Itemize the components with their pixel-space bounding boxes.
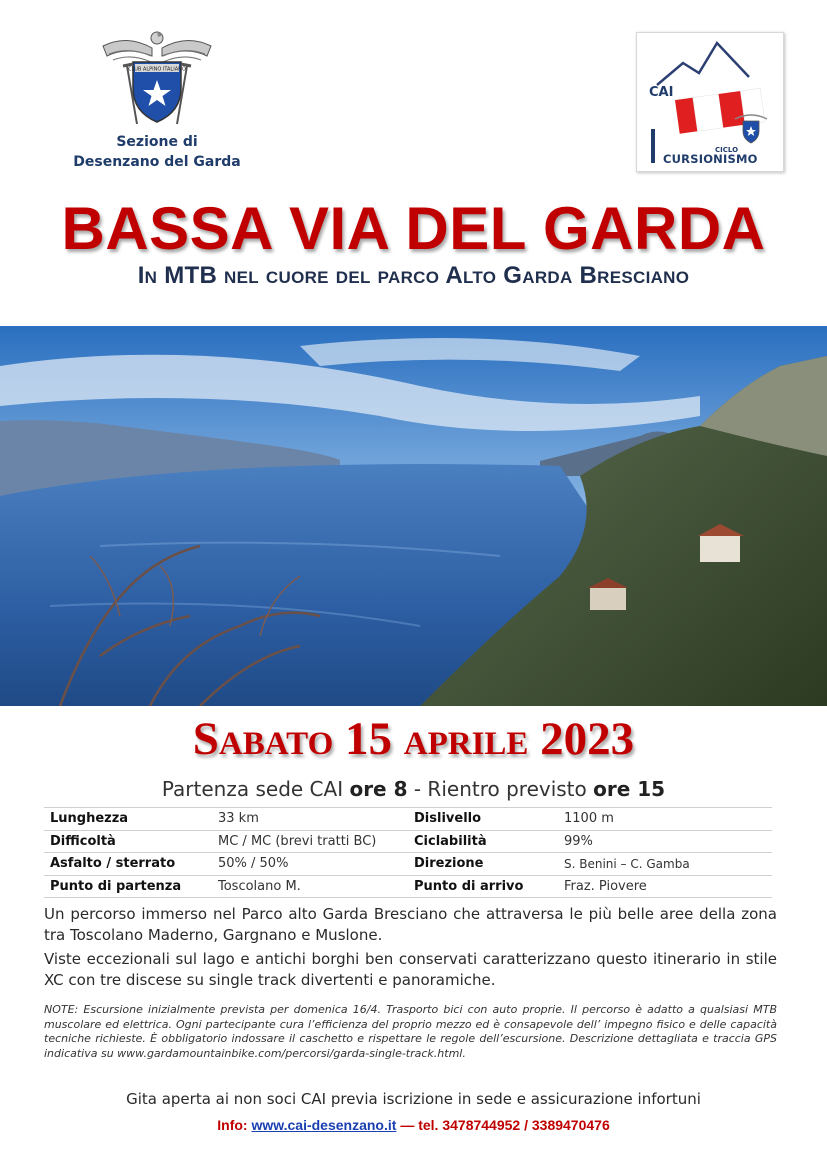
cicloescursionismo-logo <box>636 32 784 172</box>
logo-escursionismo-text: CURSIONISMO <box>663 152 758 166</box>
page-subtitle: In MTB nel cuore del parco Alto Garda Bresciano <box>137 262 690 289</box>
departure-prefix: Partenza sede CAI <box>161 777 350 801</box>
contact-label: Info: <box>217 1117 252 1133</box>
detail-value: 1100 m <box>558 808 772 831</box>
detail-value: 99% <box>558 830 772 853</box>
detail-value: 33 km <box>212 808 408 831</box>
lake-landscape-image <box>0 326 827 706</box>
details-table <box>44 807 772 898</box>
table-row <box>44 853 772 876</box>
contact-line <box>0 1117 827 1133</box>
cai-emblem-block <box>72 26 242 172</box>
departure-mid: - Rientro previsto <box>407 777 594 801</box>
detail-value: Fraz. Piovere <box>558 875 772 898</box>
detail-value: 50% / 50% <box>212 853 408 876</box>
section-line-2: Desenzano del Garda <box>73 154 241 170</box>
detail-key: Direzione <box>408 853 558 876</box>
detail-key: Difficoltà <box>44 830 212 853</box>
cai-eagle-emblem-icon <box>97 26 217 128</box>
contact-separator: — <box>396 1117 419 1133</box>
detail-key: Punto di partenza <box>44 875 212 898</box>
emblem-text: CLUB ALPINO ITALIANO <box>128 66 186 73</box>
section-name <box>72 132 242 172</box>
table-row <box>44 830 772 853</box>
detail-value: S. Benini – C. Gamba <box>558 853 772 876</box>
section-line-1: Sezione di <box>116 134 198 150</box>
logo-cai-text: CAI <box>649 85 674 100</box>
detail-value: MC / MC (brevi tratti BC) <box>212 830 408 853</box>
departure-line <box>0 777 827 801</box>
contact-phones: tel. 3478744952 / 3389470476 <box>418 1117 610 1133</box>
participation-info: Gita aperta ai non soci CAI previa iscrizione in sede e assicurazione infortuni <box>126 1090 701 1108</box>
description-paragraph-2: Viste eccezionali sul lago e antichi borghi ben conservati caratterizzano questo itinerario in stile XC con tre discese su single track divertenti e panoramiche. <box>44 950 777 989</box>
logo-ciclo-text: CICLO <box>715 146 739 154</box>
description-paragraph-1: Un percorso immerso nel Parco alto Garda Bresciano che attraversa le più belle aree della zona tra Toscolano Maderno, Gargnano e Muslone. <box>44 905 777 944</box>
notes-paragraph: NOTE: Escursione inizialmente prevista per domenica 16/4. Trasporto bici con auto proprie. Il percorso è adatto a qualsiasi MTB muscolare ed elettrica. Ogni partecipante cura l’efficienza del proprio mezzo ed è consapevole dell’ impegno fisico e delle capacità tecniche richieste. È obbligatorio indossare il caschetto e rispettare le regole dell’escursione. Descrizione dettagliata e traccia GPS indicativa su www.gardamountainbike.com/percorsi/garda-single-track.html. <box>44 1003 777 1060</box>
detail-key: Punto di arrivo <box>408 875 558 898</box>
detail-key: Ciclabilità <box>408 830 558 853</box>
detail-key: Lunghezza <box>44 808 212 831</box>
departure-return-time: ore 15 <box>593 777 666 801</box>
detail-key: Dislivello <box>408 808 558 831</box>
event-date: Sabato 15 aprile 2023 <box>192 713 635 765</box>
detail-value: Toscolano M. <box>212 875 408 898</box>
page-title: BASSA VIA DEL GARDA <box>61 195 766 262</box>
detail-key: Asfalto / sterrato <box>44 853 212 876</box>
table-row <box>44 808 772 831</box>
lake-garda-photo <box>0 326 827 706</box>
website-link[interactable]: www.cai-desenzano.it <box>251 1117 397 1133</box>
departure-start-time: ore 8 <box>349 777 408 801</box>
table-row <box>44 875 772 898</box>
